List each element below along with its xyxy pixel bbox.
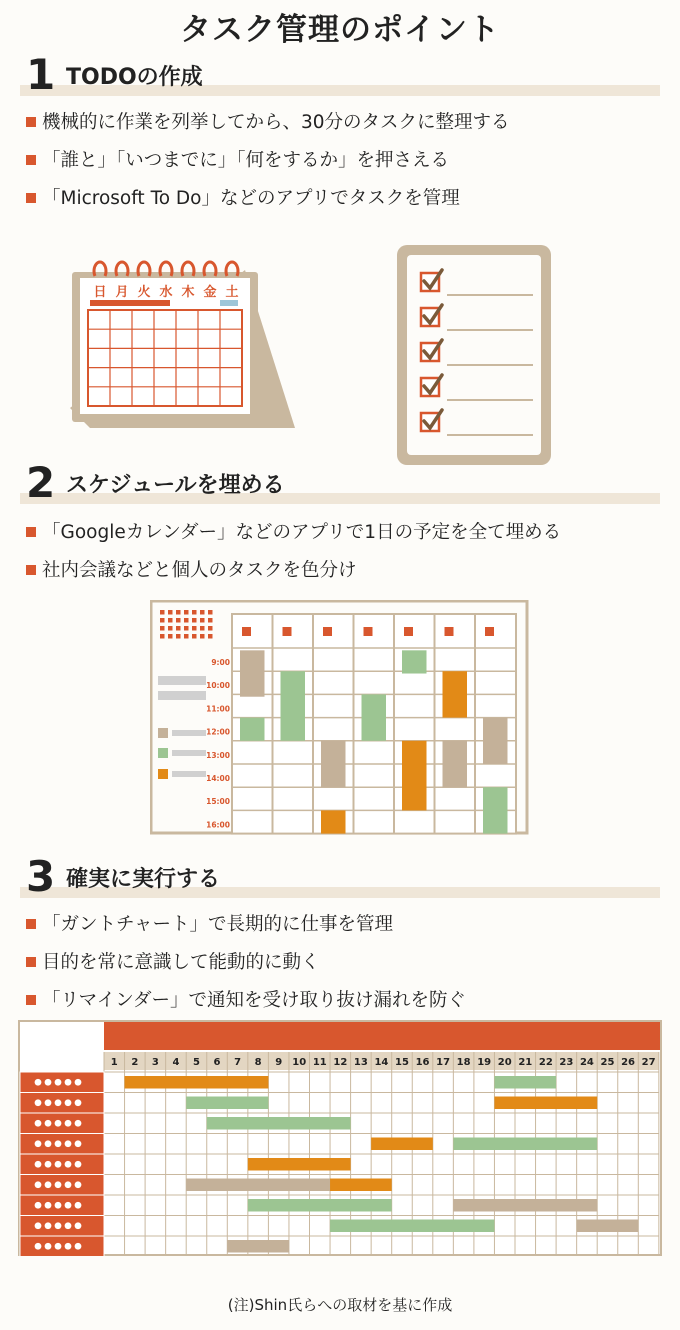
page-title: タスク管理のポイント [180, 12, 500, 48]
time-label: 10:00 [206, 681, 230, 691]
gantt-day-number: 26 [621, 1057, 635, 1068]
source-note: (注)Shin氏らへの取材を基に作成 [227, 1296, 453, 1314]
bullet-square-icon [26, 193, 36, 203]
section-2-bullets [26, 514, 561, 590]
bullet-square-icon [26, 957, 36, 967]
gantt-bar [227, 1240, 289, 1253]
day-marker-icon [404, 627, 413, 636]
gantt-day-number: 24 [579, 1057, 594, 1068]
section-title: 確実に実行する [66, 867, 221, 892]
desk-calendar-illustration [60, 258, 300, 438]
gantt-day-number: 8 [254, 1057, 262, 1068]
weekly-schedule-illustration [150, 600, 530, 836]
gantt-day-number: 19 [477, 1057, 492, 1068]
gantt-row-labels [20, 1072, 104, 1256]
gantt-day-number: 13 [353, 1057, 368, 1068]
bullet-item: 「ガントチャート」で長期的に仕事を管理 [26, 906, 466, 944]
gantt-day-number: 9 [275, 1057, 283, 1068]
bullet-square-icon [26, 565, 36, 575]
gantt-bar [125, 1076, 269, 1089]
bullet-square-icon [26, 527, 36, 537]
section-title: スケジュールを埋める [66, 473, 285, 498]
gantt-day-number: 16 [415, 1057, 430, 1068]
event-block [443, 741, 468, 787]
gantt-day-number: 21 [518, 1057, 533, 1068]
day-marker-icon [323, 627, 332, 636]
time-label: 13:00 [206, 750, 230, 760]
calendar-day-label: 月 [115, 285, 129, 300]
gantt-day-number: 22 [538, 1057, 553, 1068]
section-number: 1 [26, 50, 56, 99]
gantt-bar [494, 1076, 556, 1089]
event-block [362, 694, 387, 740]
section-number: 3 [26, 852, 56, 901]
section-number: 2 [26, 458, 56, 507]
bullet-square-icon [26, 919, 36, 929]
event-block [402, 650, 427, 673]
section-1-bullets [26, 104, 510, 218]
gantt-bar [248, 1199, 392, 1212]
gantt-day-number: 18 [456, 1057, 471, 1068]
time-label: 11:00 [206, 704, 230, 714]
calendar-day-label: 火 [137, 285, 151, 300]
day-marker-icon [283, 627, 292, 636]
gantt-day-number: 3 [151, 1057, 159, 1068]
gantt-bar [453, 1199, 597, 1212]
time-label: 15:00 [206, 797, 230, 807]
event-block [443, 671, 468, 717]
calendar-day-label: 金 [203, 285, 217, 300]
event-block [483, 718, 508, 764]
gantt-day-number: 23 [559, 1057, 574, 1068]
event-block [240, 718, 265, 741]
time-label: 14:00 [206, 774, 230, 783]
gantt-bar [330, 1220, 494, 1233]
bullet-square-icon [26, 995, 36, 1005]
day-marker-icon [364, 627, 373, 636]
gantt-day-number: 20 [497, 1057, 512, 1068]
gantt-day-number: 5 [192, 1057, 200, 1068]
day-marker-icon [485, 627, 494, 636]
bullet-square-icon [26, 117, 36, 127]
bullet-item: 機械的に作業を列挙してから、30分のタスクに整理する [26, 104, 510, 142]
gantt-bar [186, 1097, 268, 1110]
gantt-day-number: 14 [374, 1057, 389, 1068]
gantt-day-number: 17 [436, 1057, 451, 1068]
calendar-day-label: 日 [93, 285, 107, 300]
event-block [321, 741, 346, 787]
bullet-item: 目的を常に意識して能動的に動く [26, 944, 466, 982]
gantt-day-number: 11 [312, 1057, 327, 1068]
gantt-day-number: 6 [213, 1057, 221, 1068]
bullet-square-icon [26, 155, 36, 165]
gantt-bar [186, 1179, 330, 1192]
bullet-item: 「リマインダー」で通知を受け取り抜け漏れを防ぐ [26, 982, 466, 1020]
gantt-chart-illustration [18, 1020, 662, 1256]
event-block [240, 650, 265, 696]
gantt-day-number: 7 [234, 1057, 242, 1068]
bullet-item: 社内会議などと個人のタスクを色分け [26, 552, 561, 590]
gantt-day-number: 25 [600, 1057, 615, 1068]
bullet-item: 「Microsoft To Do」などのアプリでタスクを管理 [26, 180, 510, 218]
gantt-bar [330, 1179, 392, 1192]
calendar-day-label: 水 [159, 285, 173, 300]
event-block [402, 741, 427, 811]
calendar-day-label: 木 [181, 285, 195, 300]
gantt-bar [207, 1117, 351, 1130]
section-3-bullets [26, 906, 466, 1020]
gantt-day-number: 1 [110, 1057, 118, 1068]
event-block [483, 787, 508, 833]
event-block [281, 671, 306, 741]
gantt-bar [248, 1158, 351, 1171]
day-marker-icon [242, 627, 251, 636]
section-title: TODOの作成 [66, 65, 203, 90]
bullet-item: 「Googleカレンダー」などのアプリで1日の予定を全て埋める [26, 514, 561, 552]
event-block [321, 810, 346, 833]
gantt-bar [371, 1138, 433, 1151]
time-label: 12:00 [206, 727, 230, 737]
gantt-day-number: 27 [641, 1057, 656, 1068]
day-marker-icon [445, 627, 454, 636]
gantt-day-number: 10 [292, 1057, 307, 1068]
section-3-header [20, 852, 660, 901]
gantt-day-number: 15 [395, 1057, 409, 1068]
gantt-bar [494, 1097, 597, 1110]
gantt-day-number: 2 [131, 1057, 139, 1068]
gantt-bar [577, 1220, 639, 1233]
bullet-item: 「誰と」「いつまでに」「何をするか」を押さえる [26, 142, 510, 180]
section-1-header [20, 50, 660, 99]
gantt-bar [453, 1138, 597, 1151]
checklist-illustration [395, 243, 555, 468]
section-2-header [20, 458, 660, 507]
time-label: 16:00 [206, 820, 230, 830]
gantt-day-number: 4 [172, 1057, 180, 1068]
calendar-day-label: 土 [225, 285, 239, 300]
time-label: 9:00 [211, 658, 230, 667]
gantt-day-number: 12 [333, 1057, 348, 1068]
